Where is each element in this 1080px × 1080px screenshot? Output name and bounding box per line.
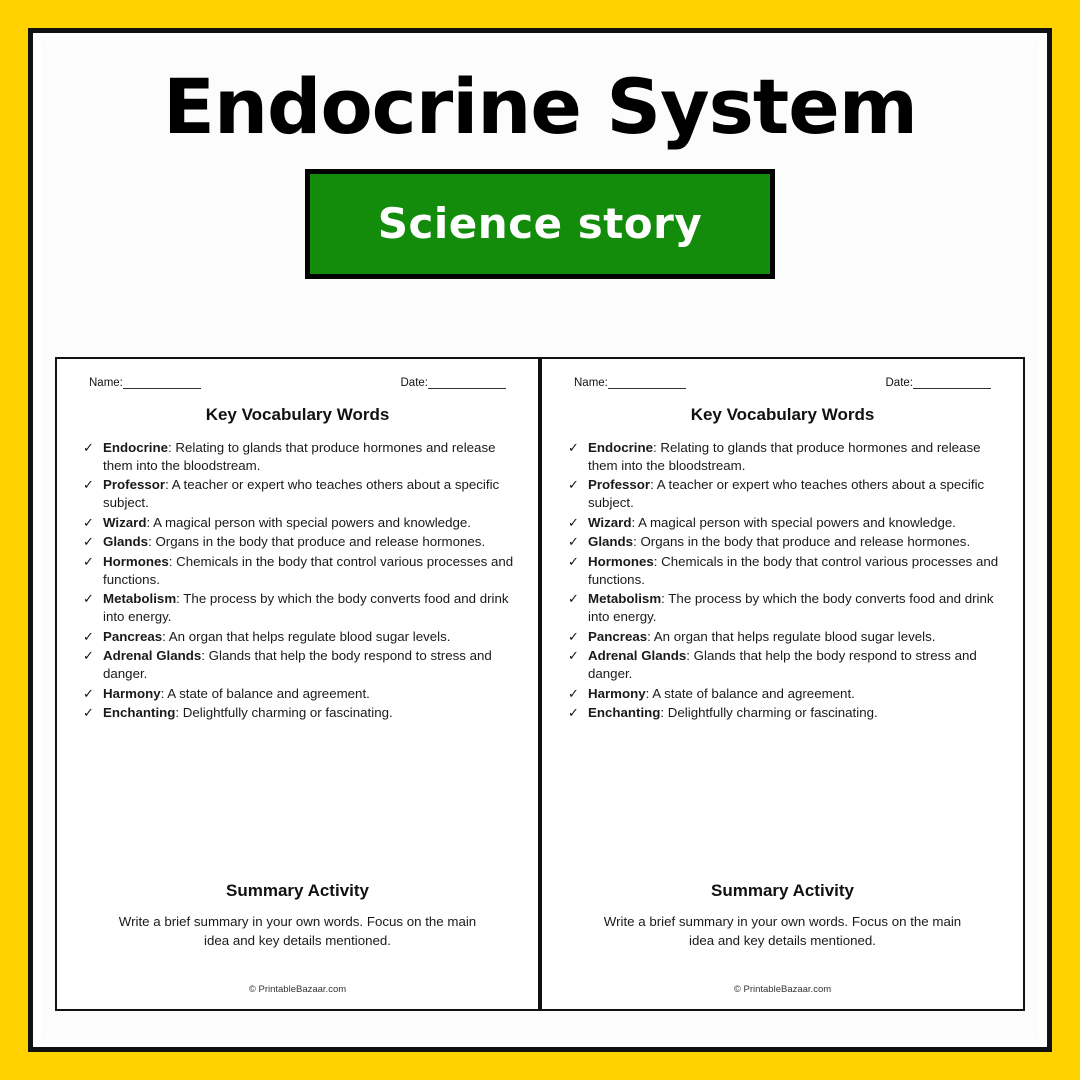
summary-title: Summary Activity [226, 881, 369, 901]
summary-instructions: Write a brief summary in your own words. Focus on the main idea and key details mentioned. [118, 914, 477, 949]
meta-row [77, 377, 518, 389]
list-item [81, 647, 516, 682]
vocab-term: Enchanting [103, 705, 176, 721]
vocab-term: Hormones [103, 554, 169, 570]
vocab-definition: : An organ that helps regulate blood sugar levels. [162, 628, 451, 644]
list-item [566, 704, 1001, 722]
check-icon: ✓ [83, 477, 94, 493]
vocab-definition: : A magical person with special powers and knowledge. [631, 514, 956, 530]
check-icon: ✓ [83, 705, 94, 721]
name-label: Name: [574, 377, 608, 389]
vocab-definition: : The process by which the body converts food and drink into energy. [588, 591, 994, 625]
vocab-list-left [77, 439, 518, 722]
worksheet-sheets [55, 357, 1025, 1011]
list-item [566, 533, 1001, 551]
vocab-definition: : Relating to glands that produce hormones and release them into the bloodstream. [103, 440, 496, 473]
vocab-definition: : Chemicals in the body that control various processes and functions. [588, 554, 999, 587]
vocab-definition: : The process by which the body converts food and drink into energy. [103, 591, 509, 625]
vocab-term: Glands [588, 534, 634, 550]
summary-title: Summary Activity [711, 881, 854, 901]
footer-credit: © PrintableBazaar.com [733, 984, 832, 995]
list-item [81, 439, 516, 474]
check-icon: ✓ [83, 440, 94, 455]
date-blank-line[interactable] [913, 377, 991, 389]
list-item [566, 628, 1001, 646]
vocab-term: Adrenal Glands [588, 648, 687, 664]
vocab-definition: : A state of balance and agreement. [160, 685, 370, 701]
worksheet-sheet-right [540, 357, 1025, 1011]
check-icon: ✓ [568, 705, 579, 721]
vocab-term: Professor [103, 477, 166, 493]
vocab-definition: : An organ that helps regulate blood sugar levels. [647, 628, 936, 644]
date-blank-line[interactable] [428, 377, 506, 389]
summary-instructions: Write a brief summary in your own words. Focus on the main idea and key details mentioned. [603, 914, 962, 949]
check-icon: ✓ [568, 685, 579, 701]
subtitle-text: Science story [377, 199, 703, 249]
check-icon: ✓ [568, 591, 579, 607]
vocab-term: Pancreas [103, 628, 163, 644]
vocab-definition: : Chemicals in the body that control various processes and functions. [103, 554, 514, 587]
check-icon: ✓ [568, 514, 579, 530]
list-item [566, 514, 1001, 532]
vocab-term: Hormones [588, 554, 654, 570]
check-icon: ✓ [568, 554, 579, 570]
list-item [81, 685, 516, 703]
vocab-definition: : Delightfully charming or fascinating. [175, 705, 393, 721]
vocab-definition: : Delightfully charming or fascinating. [660, 705, 878, 721]
name-label: Name: [89, 377, 123, 389]
date-field[interactable] [401, 377, 507, 389]
list-item [566, 553, 1001, 588]
vocab-heading: Key Vocabulary Words [205, 405, 390, 424]
vocab-heading: Key Vocabulary Words [690, 405, 875, 424]
vocab-term: Professor [588, 477, 651, 493]
check-icon: ✓ [83, 514, 94, 530]
name-field[interactable] [574, 377, 686, 389]
vocab-list-right [562, 439, 1003, 722]
vocab-definition: : Glands that help the body respond to stress and danger. [588, 648, 977, 682]
vocab-term: Harmony [103, 685, 161, 701]
worksheet-page [28, 28, 1052, 1052]
worksheet-sheet-left [55, 357, 540, 1011]
vocab-definition: : Organs in the body that produce and release hormones. [148, 534, 486, 550]
vocab-term: Wizard [588, 514, 632, 530]
summary-activity [77, 881, 518, 951]
list-item [81, 590, 516, 625]
check-icon: ✓ [568, 440, 579, 455]
list-item [566, 439, 1001, 474]
list-item [81, 533, 516, 551]
check-icon: ✓ [83, 648, 94, 664]
date-field[interactable] [886, 377, 992, 389]
check-icon: ✓ [568, 534, 579, 550]
vocab-definition: : Relating to glands that produce hormones and release them into the bloodstream. [588, 440, 981, 473]
vocab-term: Endocrine [588, 440, 654, 455]
vocab-term: Wizard [103, 514, 147, 530]
vocab-definition: : A teacher or expert who teaches others about a specific subject. [588, 477, 985, 511]
check-icon: ✓ [568, 477, 579, 493]
summary-activity [562, 881, 1003, 951]
vocab-term: Adrenal Glands [103, 648, 202, 664]
check-icon: ✓ [83, 534, 94, 550]
name-blank-line[interactable] [608, 377, 686, 389]
date-label: Date: [885, 377, 913, 389]
list-item [566, 685, 1001, 703]
list-item [81, 628, 516, 646]
vocab-definition: : Organs in the body that produce and release hormones. [633, 534, 971, 550]
footer-credit: © PrintableBazaar.com [248, 984, 347, 995]
subtitle-banner [305, 169, 775, 279]
list-item [81, 704, 516, 722]
vocab-term: Enchanting [588, 705, 661, 721]
vocab-term: Glands [103, 534, 149, 550]
check-icon: ✓ [83, 685, 94, 701]
date-label: Date: [400, 377, 428, 389]
check-icon: ✓ [83, 628, 94, 644]
vocab-term: Metabolism [103, 591, 177, 607]
list-item [566, 647, 1001, 682]
check-icon: ✓ [568, 648, 579, 664]
check-icon: ✓ [568, 628, 579, 644]
check-icon: ✓ [83, 591, 94, 607]
vocab-definition: : A magical person with special powers and knowledge. [146, 514, 471, 530]
vocab-definition: : A state of balance and agreement. [645, 685, 855, 701]
check-icon: ✓ [83, 554, 94, 570]
vocab-definition: : A teacher or expert who teaches others about a specific subject. [103, 477, 500, 511]
meta-row [562, 377, 1003, 389]
page-title: Endocrine System [163, 62, 917, 151]
vocab-term: Pancreas [588, 628, 648, 644]
list-item [81, 476, 516, 511]
vocab-term: Harmony [588, 685, 646, 701]
vocab-definition: : Glands that help the body respond to stress and danger. [103, 648, 492, 682]
name-field[interactable] [89, 377, 201, 389]
name-blank-line[interactable] [123, 377, 201, 389]
list-item [81, 514, 516, 532]
list-item [566, 590, 1001, 625]
list-item [81, 553, 516, 588]
vocab-term: Metabolism [588, 591, 662, 607]
vocab-term: Endocrine [103, 440, 169, 455]
list-item [566, 476, 1001, 511]
page-inner [41, 41, 1039, 1039]
